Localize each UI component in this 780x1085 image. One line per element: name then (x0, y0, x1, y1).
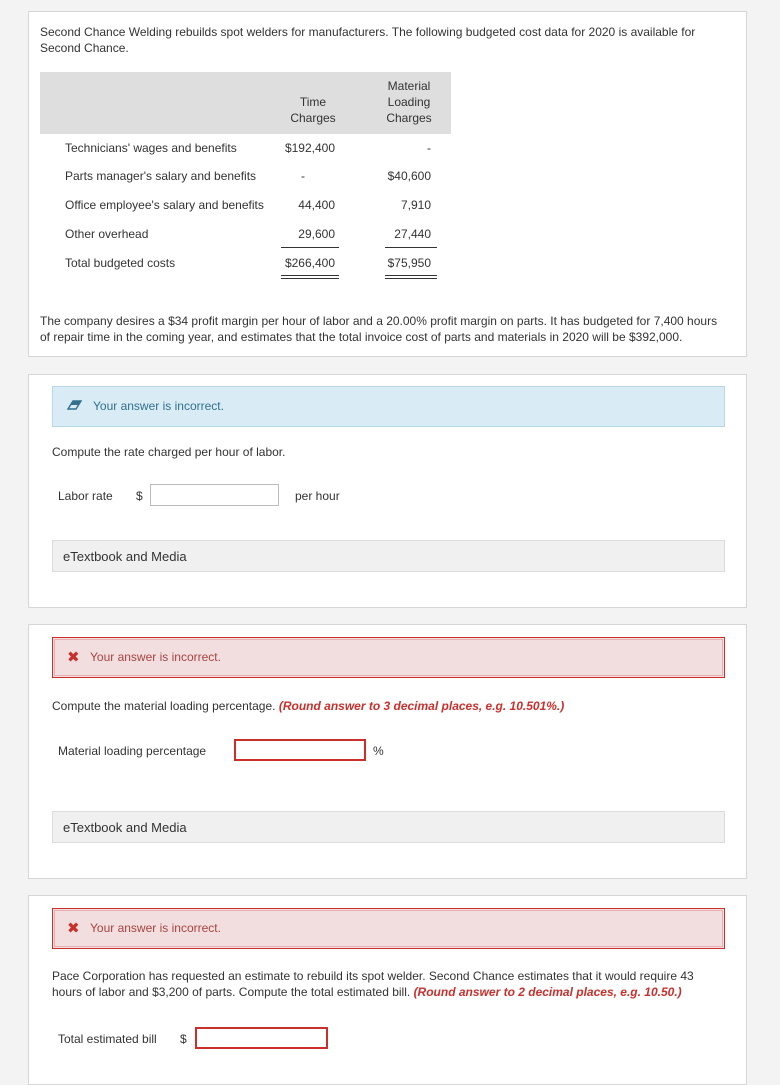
total-bill-input[interactable] (195, 1027, 328, 1049)
x-mark-icon: ✖ (67, 920, 80, 937)
labor-rate-label: Labor rate (58, 489, 113, 503)
question-text: Compute the material loading percentage. (Round answer to 3 decimal places, e.g. 10.501%.) (52, 699, 565, 713)
total-underline (281, 275, 339, 276)
unit-label: % (373, 744, 384, 758)
x-mark-icon: ✖ (67, 649, 80, 666)
total-bill-label: Total estimated bill (58, 1032, 157, 1046)
labor-rate-input[interactable] (150, 484, 279, 506)
material-loading-input[interactable] (234, 739, 366, 761)
subtotal-underline (385, 247, 437, 248)
eraser-icon (67, 396, 83, 416)
etextbook-media-button[interactable]: eTextbook and Media (52, 540, 725, 572)
currency-symbol: $ (136, 489, 143, 503)
subtotal-underline (281, 247, 339, 248)
feedback-banner (52, 908, 725, 949)
currency-symbol: $ (180, 1032, 187, 1046)
question-text: Pace Corporation has requested an estimate to rebuild its spot welder. Second Chance estimates that it would require 43 hours of labor and $3,200 of parts. Compute the total estimated bill. (Round answer to 2 decimal places, e.g. 10.50.) (52, 969, 694, 999)
total-underline (281, 278, 339, 279)
feedback-text: Your answer is incorrect. (93, 399, 224, 413)
question-card-1 (28, 374, 747, 608)
total-underline (385, 278, 437, 279)
question-card-3 (28, 895, 747, 1085)
feedback-text: Your answer is incorrect. (90, 921, 221, 935)
feedback-banner (52, 637, 725, 678)
rounding-hint: (Round answer to 3 decimal places, e.g. 10.501%.) (278, 699, 565, 713)
feedback-text: Your answer is incorrect. (90, 650, 221, 664)
feedback-banner (52, 386, 725, 427)
col-header-time: Time Charges (290, 95, 336, 125)
problem-card: Second Chance Welding rebuilds spot welders for manufacturers. The following budgeted cost data for 2020 is available for Second Chance. Time Charges Material Loading Charges Technicians' wages and benefits $192,400 - Parts manager's salary and benefits - $40,600 Office employee's salary and benefits 44,400 7,910 Other overhead 29,600 27,440 Total budgeted costs $266,400 $75,950 The company desires a $34 profit margin per hour of labor and a 20.00% profit margin on parts. It has budgeted for 7,400 hours of repair time in the coming year, and estimates that the total invoice cost of parts and materials in 2020 will be $392,000. (28, 11, 747, 357)
material-loading-label: Material loading percentage (58, 744, 207, 758)
table-header (40, 72, 451, 134)
total-underline (385, 275, 437, 276)
unit-label: per hour (295, 489, 340, 503)
problem-note: The company desires a $34 profit margin per hour of labor and a 20.00% profit margin on parts. It has budgeted for 7,400 hours of repair time in the coming year, and estimates that the total invoice cost of parts and materials in 2020 will be $392,000. (40, 314, 718, 344)
etextbook-media-button[interactable]: eTextbook and Media (52, 811, 725, 843)
problem-intro: Second Chance Welding rebuilds spot welders for manufacturers. The following budgeted cost data for 2020 is available for Second Chance. (40, 25, 696, 55)
col-header-material: Material Loading Charges (386, 79, 432, 125)
question-text: Compute the rate charged per hour of labor. (52, 445, 286, 459)
question-card-2 (28, 624, 747, 879)
rounding-hint: (Round answer to 2 decimal places, e.g. 10.50.) (413, 985, 682, 999)
